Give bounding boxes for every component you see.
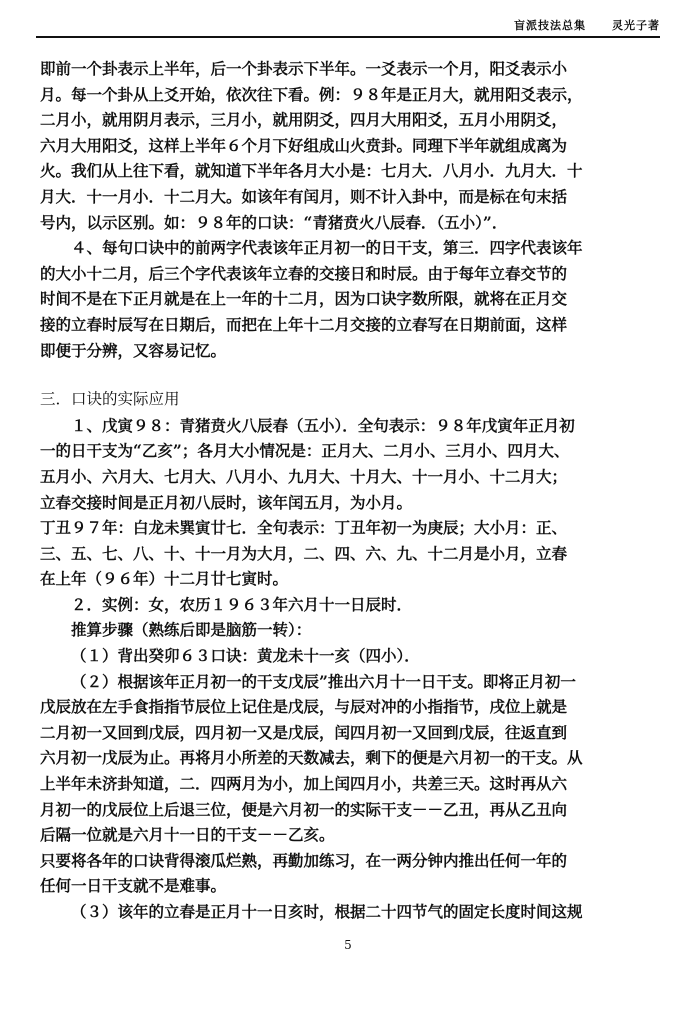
- paragraph-3: [40, 413, 656, 515]
- text-line: 即前一个卦表示上半年，后一个卦表示下半年。一爻表示一个月，阳爻表示小: [40, 59, 568, 78]
- text-line: 时间不是在下正月就是在上一年的十二月，因为口诀字数所限，就将在正月交: [40, 289, 568, 309]
- section-heading: 三．口诀的实际应用: [40, 390, 180, 409]
- text-line: ４、每句口诀中的前两字代表该年正月初一的日干支，第三．四字代表该年: [71, 238, 583, 258]
- text-line: ２．实例：女，农历１９６３年六月十一日辰时．: [71, 594, 413, 614]
- text-line: 五月小、六月大、七月大、八月小、九月大、十月大、十一月小、十二月大；: [40, 466, 568, 486]
- paragraph-2: [40, 235, 656, 363]
- text-line: １、戊寅９８：青猪贲火八辰春（五小）．全句表示：９８年戊寅年正月初: [71, 415, 575, 435]
- page-number: 5: [344, 938, 352, 952]
- text-line: 月大．十一月小．十二月大。如该年有闰月，则不计入卦中，而是标在句末括: [40, 186, 568, 206]
- text-line: 上半年未济卦知道，二．四两月为小，加上闰四月小，共差三天。这时再从六: [40, 774, 568, 794]
- paragraph-1: [40, 56, 656, 235]
- text-line: 六月大用阳爻，这样上半年６个月下好组成山火贲卦。同理下半年就组成离为: [40, 135, 568, 155]
- text-line: 二月初一又回到戊辰，四月初一又是戊辰，闰四月初一又回到戊辰，往返直到: [40, 722, 568, 742]
- text-line: 任何一日干支就不是难事。: [40, 876, 227, 896]
- text-line: 丁丑９７年：白龙未巽寅廿七．全句表示：丁丑年初一为庚辰；大小月：正、: [40, 518, 568, 538]
- text-line: 号内，以示区别。如：９８年的口诀：“青猪贲火八辰春．（五小）”．: [40, 212, 508, 232]
- text-line: （３）该年的立春是正月十一日亥时，根据二十四节气的固定长度时间这规: [71, 902, 583, 921]
- paragraph-6: [40, 669, 656, 848]
- text-line: 立春交接时间是正月初八辰时，该年闰五月，为小月。: [40, 492, 413, 512]
- text-line: 只要将各年的口诀背得滚瓜烂熟，再勤加练习，在一两分钟内推出任何一年的: [40, 850, 568, 870]
- text-line: 的大小十二月，后三个字代表该年立春的交接日和时辰。由于每年立春交节的: [40, 263, 568, 283]
- text-line: 推算步骤（熟练后即是脑筋一转）：: [71, 620, 312, 640]
- text-line: 六月初一戊辰为止。再将月小所差的天数减去，剩下的便是六月初一的干支。从: [40, 748, 583, 768]
- author-credit: 灵光子著: [612, 19, 660, 32]
- paragraph-4: [40, 515, 656, 592]
- running-header: [36, 14, 660, 38]
- step-1: （１）背出癸卯６３口诀：黄龙未十一亥（四小）．: [71, 646, 420, 666]
- page-body: [40, 56, 656, 925]
- text-line: 月初一的戊辰位上后退三位，便是六月初一的实际干支－－乙丑，再从乙丑向: [40, 799, 568, 819]
- text-line: 二月小，就用阴月表示，三月小，就用阴爻，四月大用阳爻，五月小用阴爻，: [40, 110, 568, 130]
- text-line: 即便于分辨，又容易记忆。: [40, 340, 227, 360]
- text-line: （２）根据该年正月初一的干支戊辰”推出六月十一日干支。即将正月初一: [71, 671, 576, 691]
- paragraph-8: [40, 899, 656, 925]
- text-line: 三、五、七、八、十、十一月为大月，二、四、六、九、十二月是小月，立春: [40, 543, 568, 563]
- text-line: 火。我们从上往下看，就知道下半年各月大小是：七月大．八月小．九月大．十: [40, 161, 583, 181]
- paragraph-5: [40, 592, 656, 643]
- text-line: 月。每一个卦从上爻开始，依次往下看。例：９８年是正月大，就用阳爻表示，: [40, 84, 583, 104]
- text-line: 接的立春时辰写在日期后，而把在上年十二月交接的立春写在日期前面，这样: [40, 314, 568, 334]
- text-line: 在上年（９６年）十二月廿七寅时。: [40, 569, 289, 589]
- book-title: 盲派技法总集: [514, 19, 586, 32]
- paragraph-7: [40, 848, 656, 899]
- text-line: 戊辰放在左手食指指节辰位上记住是戊辰，与辰对冲的小指指节，戌位上就是: [40, 697, 568, 717]
- text-line: 后隔一位就是六月十一日的干支－－乙亥。: [40, 825, 335, 845]
- text-line: 一的日干支为“乙亥”；各月大小情况是：正月大、二月小、三月小、四月大、: [40, 441, 570, 461]
